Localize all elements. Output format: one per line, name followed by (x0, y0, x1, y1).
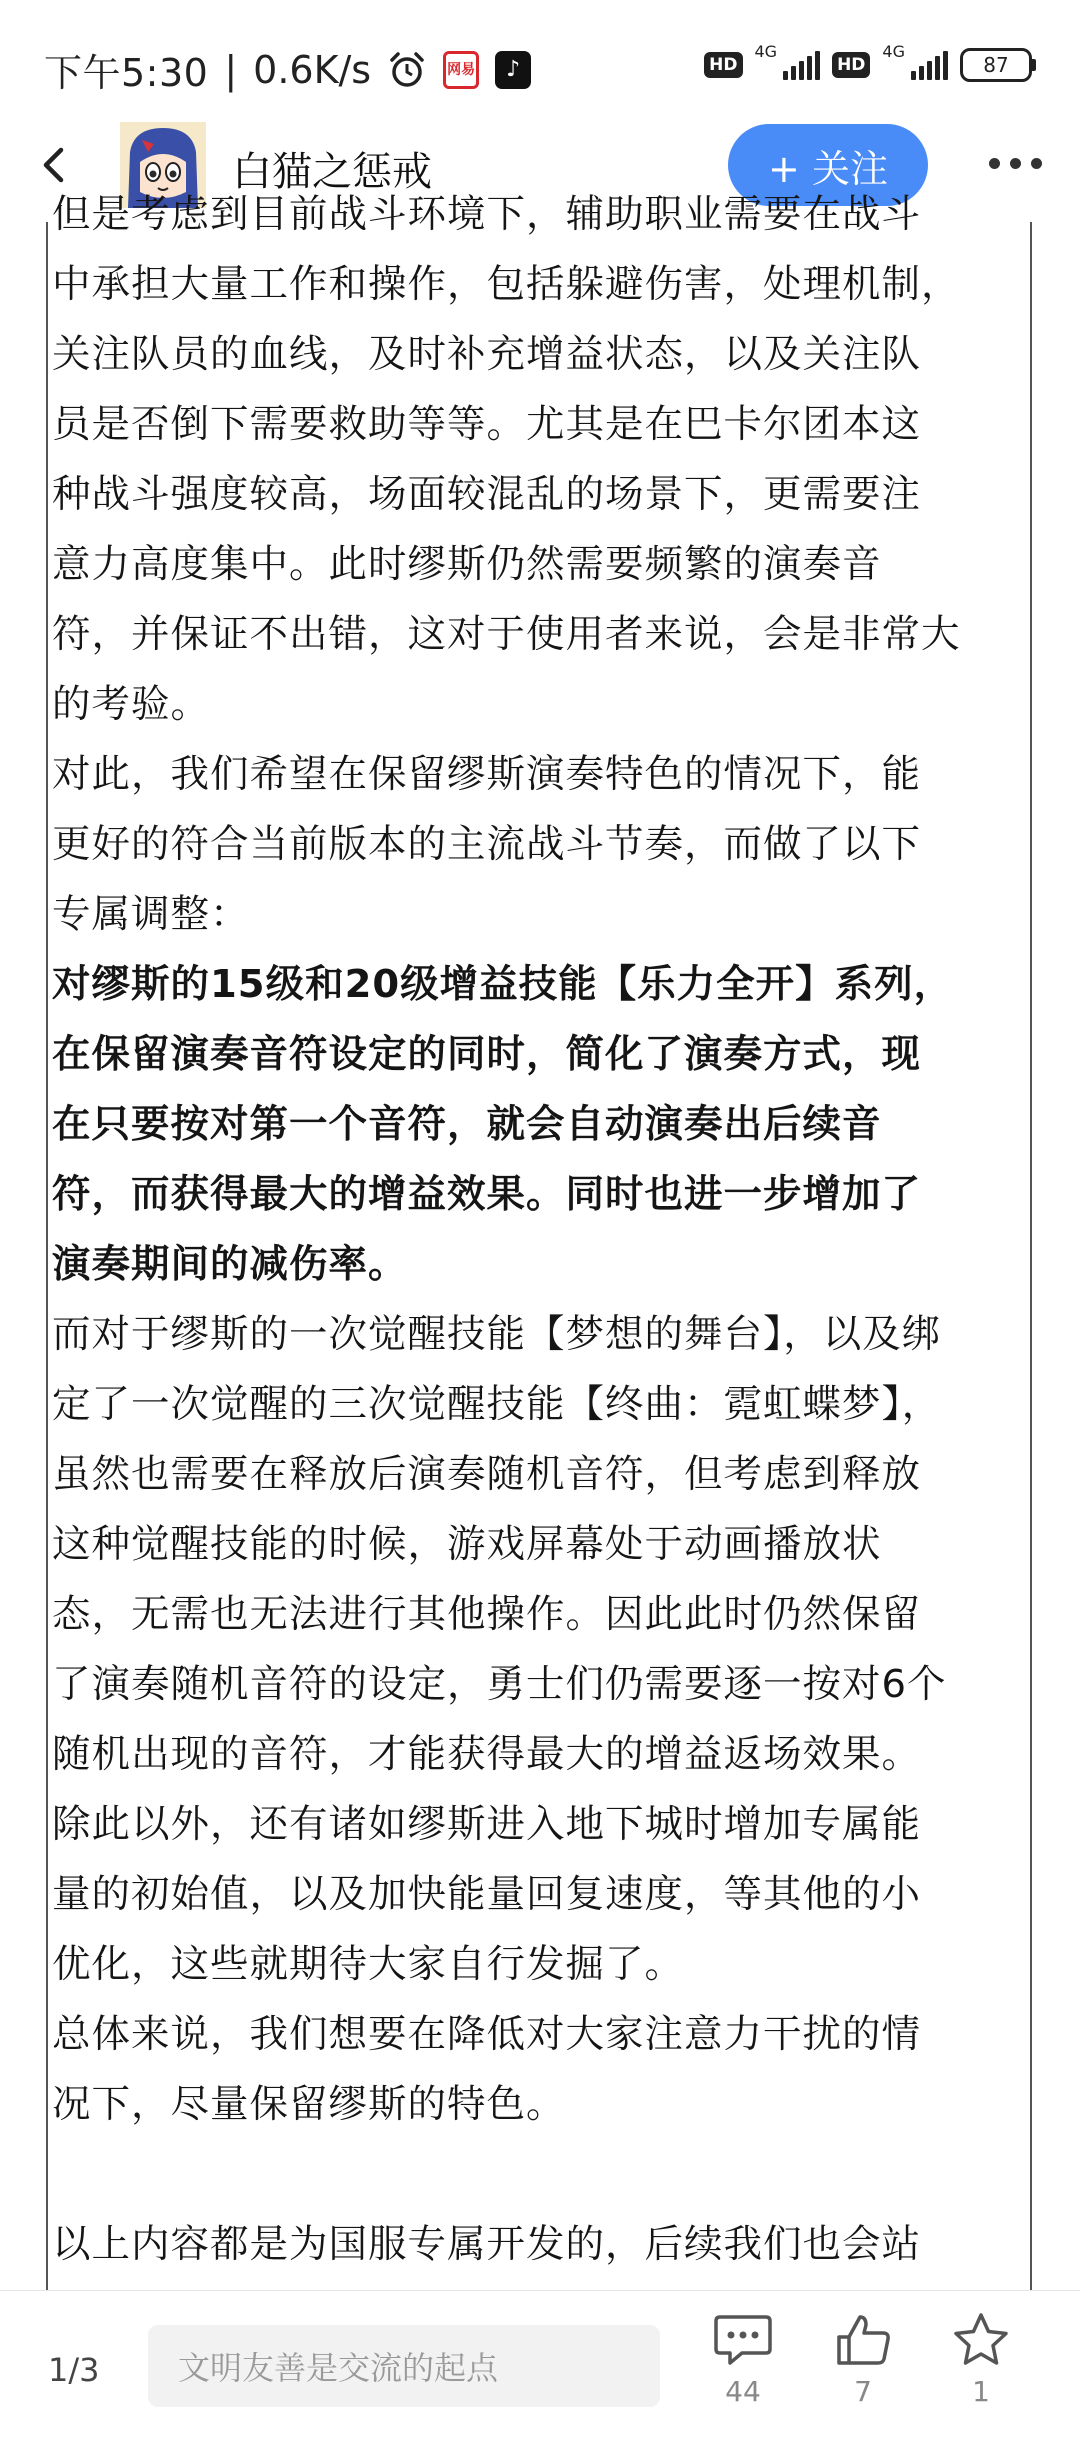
comment-button[interactable] (698, 2311, 788, 2408)
article-line: 总体来说，我们想要在降低对大家注意力干扰的情 (52, 2012, 922, 2057)
article-line: 况下，尽量保留缪斯的特色。 (52, 2082, 566, 2127)
article-line (52, 2140, 1032, 2210)
article-line: 在只要按对第一个音符，就会自动演奏出后续音 (52, 1102, 882, 1147)
article-line: 量的初始值，以及加快能量回复速度，等其他的小 (52, 1872, 922, 1917)
hd-badge-2: HD (832, 52, 870, 78)
article-line: 专属调整： (52, 892, 250, 937)
favorite-count: 1 (972, 2375, 990, 2408)
article-line: 对此，我们希望在保留缪斯演奏特色的情况下，能 (52, 752, 922, 797)
comment-input[interactable]: 文明友善是交流的起点 (148, 2325, 660, 2407)
comment-count: 44 (725, 2375, 761, 2408)
article-line: 虽然也需要在释放后演奏随机音符，但考虑到释放 (52, 1452, 922, 1497)
bottom-bar (0, 2290, 1080, 2460)
article-body (46, 192, 1032, 2302)
more-icon[interactable] (989, 158, 1042, 169)
star-icon (936, 2311, 1026, 2369)
status-left (44, 42, 531, 97)
article-line: 而对于缪斯的一次觉醒技能【梦想的舞台】，以及绑 (52, 1312, 942, 1357)
article-line: 符，而获得最大的增益效果。同时也进一步增加了 (52, 1172, 922, 1217)
page-indicator[interactable]: 1/3 (48, 2351, 100, 2389)
article-line: 除此以外，还有诸如缪斯进入地下城时增加专属能 (52, 1802, 922, 1847)
network-type-1: 4G (754, 41, 778, 61)
article-line: 对缪斯的15级和20级增益技能【乐力全开】系列， (52, 962, 954, 1007)
article-line: 这种觉醒技能的时候，游戏屏幕处于动画播放状 (52, 1522, 882, 1567)
article-line: 符，并保证不出错，这对于使用者来说，会是非常大 (52, 612, 961, 657)
tiktok-icon: ♪ (495, 51, 531, 89)
news-app-label: 网易 (447, 61, 476, 78)
network-type-2: 4G (882, 41, 905, 61)
article-line: 关注队员的血线，及时补充增益状态，以及关注队 (52, 332, 922, 377)
article-line: 以上内容都是为国服专属开发的，后续我们也会站 (52, 2222, 922, 2267)
article-line: 意力高度集中。此时缪斯仍然需要频繁的演奏音 (52, 542, 882, 587)
article-line: 的考验。 (52, 682, 211, 727)
news-app-icon (443, 51, 479, 89)
status-right (704, 41, 1036, 82)
article-line: 了演奏随机音符的设定，勇士们仍需要逐一按对6个 (52, 1662, 947, 1707)
article-line: 随机出现的音符，才能获得最大的增益返场效果。 (52, 1732, 922, 1777)
battery-icon (960, 48, 1036, 82)
alarm-icon (387, 50, 427, 90)
status-separator: | (224, 47, 238, 92)
comment-icon (698, 2311, 788, 2369)
article-text (52, 180, 1032, 2280)
article-line: 演奏期间的减伤率。 (52, 1242, 408, 1287)
article-line: 定了一次觉醒的三次觉醒技能【终曲：霓虹蝶梦】， (52, 1382, 942, 1427)
follow-button[interactable]: + 关注 (728, 124, 928, 206)
status-time: 下午5:30 (44, 51, 209, 95)
article-line: 中承担大量工作和操作，包括躲避伤害，处理机制， (52, 262, 961, 307)
like-count: 7 (854, 2375, 872, 2408)
article-line: 种战斗强度较高，场面较混乱的场景下，更需要注 (52, 472, 922, 517)
username[interactable]: 白猫之惩戒 (232, 149, 432, 195)
signal-icon-2 (911, 50, 948, 80)
network-speed: 0.6K/s (253, 47, 372, 92)
article-line: 更好的符合当前版本的主流战斗节奏，而做了以下 (52, 822, 922, 867)
like-icon (818, 2311, 908, 2369)
article-line: 态，无需也无法进行其他操作。因此此时仍然保留 (52, 1592, 922, 1637)
article-line: 但是考虑到目前战斗环境下，辅助职业需要在战斗 (52, 192, 922, 237)
article-line: 优化，这些就期待大家自行发掘了。 (52, 1942, 685, 1987)
article-line: 在保留演奏音符设定的同时，简化了演奏方式，现 (52, 1032, 922, 1077)
battery-cap (1032, 59, 1036, 71)
hd-badge-1: HD (704, 52, 742, 78)
favorite-button[interactable] (936, 2311, 1026, 2408)
signal-icon-1 (783, 50, 820, 80)
like-button[interactable] (818, 2311, 908, 2408)
article-line: 员是否倒下需要救助等等。尤其是在巴卡尔团本这 (52, 402, 922, 447)
battery-level: 87 (960, 48, 1032, 82)
